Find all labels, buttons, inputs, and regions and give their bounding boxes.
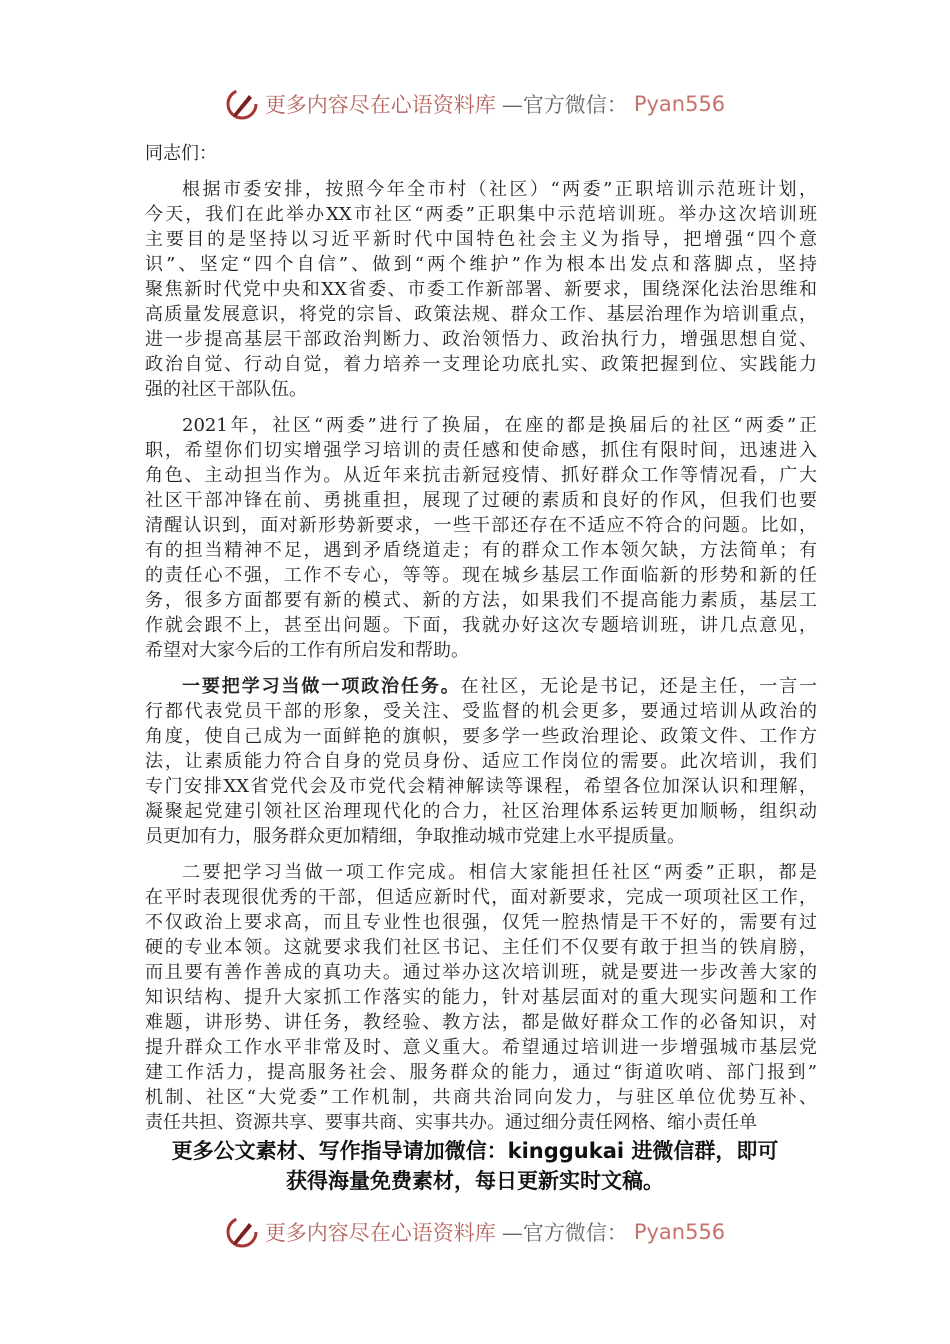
text-line: [145, 985, 817, 1010]
watermark-id: Pyan556: [633, 1220, 726, 1244]
text-line: [145, 252, 817, 277]
line-text: 在平时表现很优秀的干部，但适应新时代，面对新要求，完成一项项社区工作，: [145, 887, 817, 908]
text-line: [145, 463, 817, 488]
watermark-brand: 更多内容尽在心语资料库: [264, 1221, 496, 1245]
line-text: 硬的专业本领。这就要求我们社区书记、主任们不仅要有敢于担当的铁肩膀，: [145, 937, 817, 958]
line-text: 机制、社区“大党委”工作机制，共商共治同向发力，与驻区单位优势互补、: [145, 1087, 817, 1108]
line-text: 进一步提高基层干部政治判断力、政治领悟力、政治执行力，增强思想自觉、: [145, 329, 817, 350]
text-line: [145, 588, 817, 613]
text-line: [145, 674, 817, 699]
text-line: [145, 860, 817, 885]
text-line: [145, 377, 817, 402]
line-text: 凝聚起党建引领社区治理现代化的合力，社区治理体系运转更加顺畅，组织动: [145, 801, 817, 822]
line-text: 行都代表党员干部的形象，受关注、受监督的机会更多，要通过培训从政治的: [145, 701, 817, 722]
text-line: [145, 327, 817, 352]
line-text: 职，希望你们切实增强学习培训的责任感和使命感，抓住有限时间，迅速进入: [145, 440, 817, 461]
paragraph: [145, 674, 817, 849]
promo-line-2: 获得海量免费素材，每日更新实时文稿。: [286, 1169, 664, 1193]
text-line: [145, 638, 817, 663]
text-line: [145, 302, 817, 327]
line-text: 识”、坚定“四个自信”、做到“两个维护”作为根本出发点和落脚点，坚持: [145, 254, 817, 275]
text-line: [145, 563, 817, 588]
watermark-header: [0, 84, 950, 124]
watermark-dash: —官方微信：: [501, 1221, 628, 1245]
line-text: 二要把学习当做一项工作完成。相信大家能担任社区“两委”正职，都是: [182, 862, 817, 883]
paragraph: [145, 860, 817, 1135]
promo-line-1: 更多公文素材、写作指导请加微信：kinggukai 进微信群，即可: [171, 1139, 779, 1163]
text-line: [145, 538, 817, 563]
line-text: 的责任心不强，工作不专心，等等。现在城乡基层工作面临新的形势和新的任: [145, 565, 817, 586]
line-text: 提升群众工作水平非常及时、意义重大。希望通过培训进一步增强城市基层党: [145, 1037, 817, 1058]
line-text: 知识结构、提升大家抓工作落实的能力，针对基层面对的重大现实问题和工作: [145, 987, 817, 1008]
line-text: 今天，我们在此举办XX市社区“两委”正职集中示范培训班。举办这次培训班: [145, 204, 817, 225]
line-text: 而且要有善作善成的真功夫。通过举办这次培训班，就是要进一步改善大家的: [145, 962, 817, 983]
watermark-id: Pyan556: [633, 92, 726, 116]
line-text: 2021年，社区“两委”进行了换届，在座的都是换届后的社区“两委”正: [182, 415, 817, 436]
line-text: 清醒认识到，面对新形势新要求，一些干部还存在不适应不符合的问题。比如，: [145, 515, 817, 536]
paragraph: [145, 413, 817, 663]
line-text: 高质量发展意识，将党的宗旨、政策法规、群众工作、基层治理作为培训重点，: [145, 304, 817, 325]
line-text: 难题，讲形势、讲任务，教经验、教方法，都是做好群众工作的必备知识，对: [145, 1012, 817, 1033]
text-line: [145, 799, 817, 824]
text-line: [145, 488, 817, 513]
bold-heading: 一要把学习当做一项政治任务。: [182, 676, 461, 697]
line-text: 聚焦新时代党中央和XX省委、市委工作新部署、新要求，围绕深化法治思维和: [145, 279, 817, 300]
text-line: [145, 1035, 817, 1060]
text-line: [145, 1110, 817, 1135]
line-text: 在社区，无论是书记，还是主任，一言一: [460, 676, 817, 697]
text-line: [145, 910, 817, 935]
text-line: [145, 1060, 817, 1085]
line-text: 希望对大家今后的工作有所启发和帮助。: [145, 640, 469, 661]
line-text: 角色、主动担当作为。从近年来抗击新冠疫情、抓好群众工作等情况看，广大: [145, 465, 817, 486]
text-line: [145, 513, 817, 538]
text-line: [145, 724, 817, 749]
text-line: [145, 824, 817, 849]
quill-logo-icon: [225, 1215, 259, 1249]
text-line: [145, 1085, 817, 1110]
line-text: 务，很多方面都要有新的模式、新的方法，如果我们不提高能力素质，基层工: [145, 590, 817, 611]
text-line: [145, 935, 817, 960]
line-text: 强的社区干部队伍。: [145, 379, 307, 400]
line-text: 政治自觉、行动自觉，着力培养一支理论功底扎实、政策把握到位、实践能力: [145, 354, 817, 375]
text-line: [145, 774, 817, 799]
text-line: [145, 885, 817, 910]
line-text: 专门安排XX省党代会及市党代会精神解读等课程，希望各位加深认识和理解，: [145, 776, 817, 797]
line-text: 作就会跟不上，甚至出问题。下面，我就办好这次专题培训班，讲几点意见，: [145, 615, 817, 636]
watermark-dash: —官方微信：: [501, 93, 628, 117]
text-line: [145, 438, 817, 463]
text-line: [145, 202, 817, 227]
text-line: [145, 277, 817, 302]
watermark-footer: [0, 1212, 950, 1252]
text-line: [145, 699, 817, 724]
text-line: [145, 613, 817, 638]
text-line: [145, 749, 817, 774]
line-text: 法，让素质能力符合自身的党员身份、适应工作岗位的需要。此次培训，我们: [145, 751, 817, 772]
text-line: [145, 177, 817, 202]
line-text: 角度，使自己成为一面鲜艳的旗帜，要多学一些政治理论、政策文件、工作方: [145, 726, 817, 747]
line-text: 建工作活力，提高服务社会、服务群众的能力，通过“街道吹哨、部门报到”: [145, 1062, 817, 1083]
watermark-brand: 更多内容尽在心语资料库: [264, 93, 496, 117]
salutation: 同志们：: [145, 143, 217, 164]
line-text: 不仅政治上要求高，而且专业性也很强，仅凭一腔热情是干不好的，需要有过: [145, 912, 817, 933]
text-line: [145, 352, 817, 377]
line-text: 社区干部冲锋在前、勇挑重担，展现了过硬的素质和良好的作风，但我们也要: [145, 490, 817, 511]
line-text: 责任共担、资源共享、要事共商、实事共办。通过细分责任网格、缩小责任单: [145, 1112, 757, 1133]
document-body: [145, 141, 817, 1146]
line-text: 员更加有力，服务群众更加精细，争取推动城市党建上水平提质量。: [145, 826, 685, 847]
text-line: [145, 413, 817, 438]
line-text: 主要目的是坚持以习近平新时代中国特色社会主义为指导，把增强“四个意: [145, 229, 817, 250]
quill-logo-icon: [225, 87, 259, 121]
paragraph: [145, 177, 817, 402]
text-line: [145, 1010, 817, 1035]
text-line: [145, 227, 817, 252]
line-text: 有的担当精神不足，遇到矛盾绕道走；有的群众工作本领欠缺，方法简单；有: [145, 540, 817, 561]
promo-banner: [0, 1136, 950, 1196]
text-line: [145, 960, 817, 985]
line-text: 根据市委安排，按照今年全市村（社区）“两委”正职培训示范班计划，: [182, 179, 817, 200]
